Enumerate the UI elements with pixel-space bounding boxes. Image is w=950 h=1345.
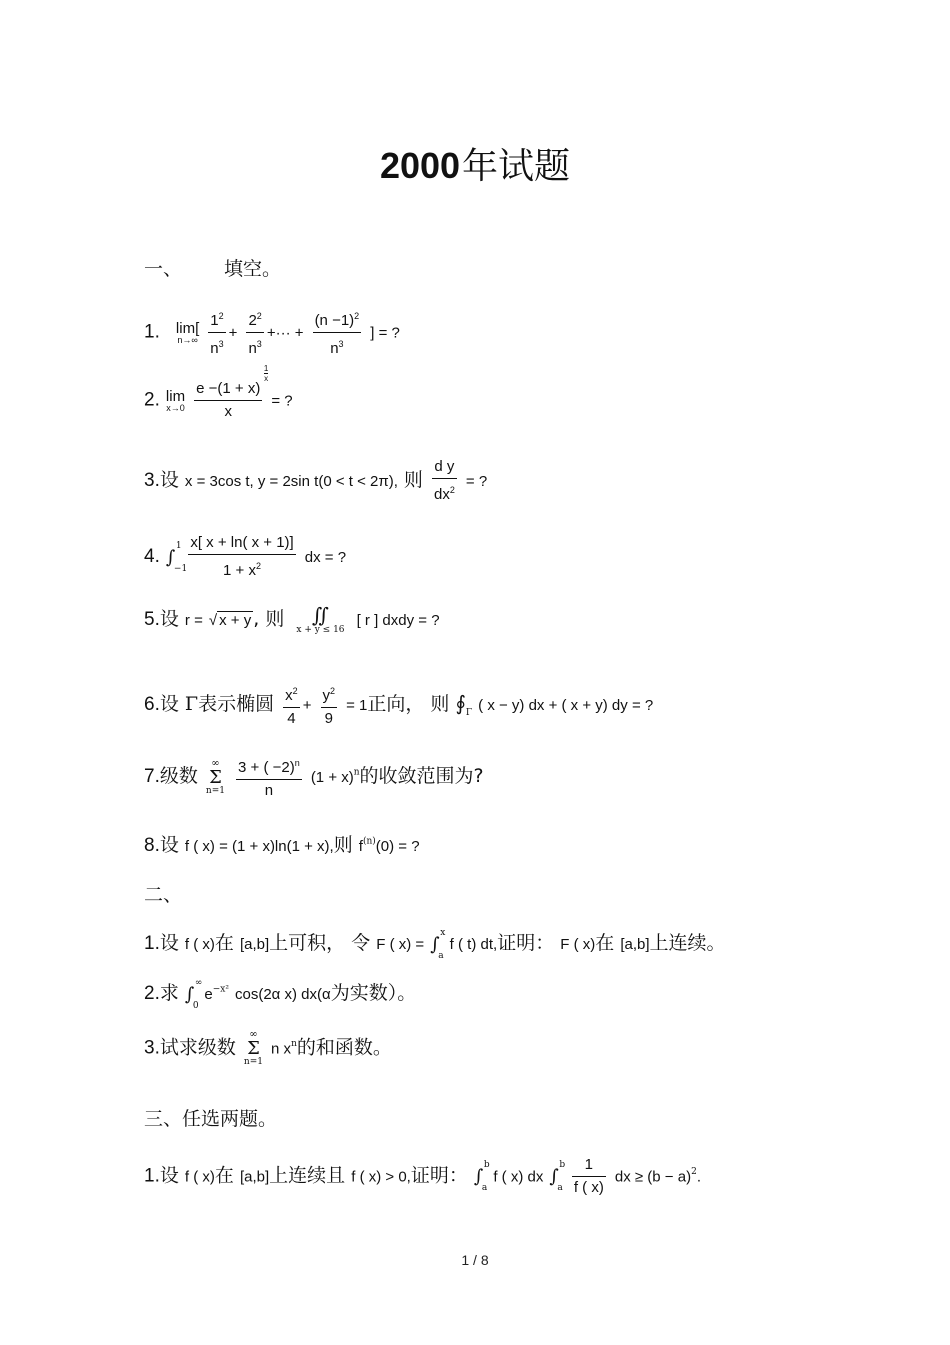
fraction: $\frac{x^2}{4}$ bbox=[283, 680, 300, 730]
question-text: 上可积， 令 bbox=[269, 932, 371, 954]
question-1-3 bbox=[144, 456, 487, 506]
question-prefix: 设 bbox=[159, 469, 179, 491]
section2-heading: 二、 bbox=[144, 884, 183, 906]
numerator: (n −1) bbox=[314, 312, 355, 329]
denominator: f ( x) bbox=[573, 1179, 604, 1196]
fraction: $\frac{y^2}{9}$ bbox=[321, 680, 338, 730]
question-text: 试求级数 bbox=[159, 1036, 236, 1059]
contour-sub: Γ bbox=[465, 707, 473, 718]
question-tail: = ? bbox=[465, 473, 488, 490]
question-2-3: 3.试求级数 ∞ Σ n=1 n $x^n$的和函数。 bbox=[144, 1029, 392, 1067]
sigma-symbol: Σ bbox=[209, 766, 222, 788]
question-expression: f ( t) dt, bbox=[449, 936, 498, 953]
fraction: $\frac{1^2}{n^3}$ bbox=[208, 305, 225, 360]
question-prefix: 设 bbox=[159, 608, 179, 630]
question-3-1: 1.设 f ( x)在 [a,b]上连续且 f ( x) > 0,证明： ∫ b a f ( x) dx ∫ b a $\frac{1}{f ( x)}$ dx ≥ $(b - a)^2$. bbox=[144, 1154, 701, 1199]
derivative-order: (n) bbox=[362, 836, 376, 847]
integral-lower: a bbox=[481, 1183, 488, 1193]
exponent-denominator: x bbox=[264, 374, 269, 383]
question-number: 3. bbox=[144, 1037, 160, 1059]
gamma-symbol: Γ bbox=[184, 693, 199, 715]
integral-lower: a bbox=[438, 950, 444, 961]
question-expression: x = 3cos t, y = 2sin t(0 < t < 2π), bbox=[184, 473, 398, 490]
question-mid: (1 + x) bbox=[310, 769, 354, 786]
exponent-numerator: 1 bbox=[263, 364, 269, 373]
question-text: 上连续。 bbox=[649, 932, 726, 954]
question-tail: dx ≥ (b − a) bbox=[614, 1168, 692, 1186]
integral-lower: 0 bbox=[192, 1000, 199, 1011]
question-expression: r = bbox=[184, 612, 203, 629]
question-text: 设 bbox=[159, 1164, 179, 1187]
numerator: d y bbox=[434, 458, 455, 475]
integral-sign: ∫ x a bbox=[430, 927, 446, 961]
question-number: 6. bbox=[144, 694, 160, 715]
page-number: 1 / 8 bbox=[461, 1252, 489, 1268]
question-tail: (0) = ? bbox=[375, 838, 420, 855]
question-expression: F ( x) = bbox=[376, 936, 425, 953]
question-expression: F ( x) bbox=[560, 936, 596, 953]
limit-sub: n→∞ bbox=[177, 334, 198, 345]
question-expression: f ( x) dx bbox=[493, 1168, 544, 1186]
question-text: 证明： bbox=[410, 1164, 468, 1187]
denominator: n bbox=[210, 340, 219, 357]
question-mid: 则 bbox=[403, 469, 423, 491]
numerator: x bbox=[285, 687, 293, 704]
sum-lower: n=1 bbox=[243, 1057, 263, 1067]
numerator: 1 bbox=[210, 312, 219, 329]
question-1-4 bbox=[144, 532, 346, 582]
limit bbox=[176, 321, 199, 345]
question-number: 4. bbox=[144, 546, 160, 567]
question-text: 在 bbox=[214, 932, 234, 954]
double-integral: ∬ x + y ≤ 16 bbox=[296, 603, 345, 635]
fraction: $\frac{(n -1)^2}{n^3}$ bbox=[313, 305, 362, 360]
question-prefix: 设 bbox=[159, 834, 179, 856]
denominator: 9 bbox=[324, 710, 333, 727]
denominator: n bbox=[264, 782, 274, 799]
numerator: 1 bbox=[572, 1154, 606, 1177]
denominator: 1 + x bbox=[223, 562, 256, 579]
question-expression: f ( x) = (1 + x)ln(1 + x), bbox=[184, 838, 334, 855]
question-number: 2. bbox=[144, 389, 160, 411]
limit-text: lim bbox=[165, 387, 186, 405]
question-expression: f ( x) > 0, bbox=[351, 1168, 411, 1186]
question-number: 1. bbox=[144, 1165, 160, 1187]
integral-upper: x bbox=[440, 927, 446, 938]
numerator: e −(1 + x) bbox=[196, 380, 261, 397]
summation bbox=[206, 759, 225, 796]
fraction: $\frac{3 + ( -2)^n}{n}$ bbox=[236, 752, 302, 802]
question-prefix: 设 bbox=[159, 693, 179, 715]
section3-heading: 三、任选两题。 bbox=[144, 1108, 278, 1130]
question-1-2 bbox=[144, 364, 293, 423]
question-expression: cos(2α x) dx(α bbox=[234, 986, 331, 1003]
question-text: 上连续且 bbox=[269, 1164, 346, 1187]
integral-sign: ∫ 1 −1 bbox=[165, 540, 188, 574]
sigma-symbol: Σ bbox=[247, 1038, 260, 1059]
question-mid: 则 bbox=[333, 834, 353, 856]
question-number: 8. bbox=[144, 835, 160, 856]
question-number: 5. bbox=[144, 609, 160, 630]
square-root: √ x + y bbox=[208, 612, 252, 629]
question-text: 证明： bbox=[497, 932, 555, 954]
question-prefix: 级数 bbox=[159, 765, 198, 787]
section1-heading bbox=[144, 254, 281, 281]
denominator: dx bbox=[433, 486, 450, 503]
question-tail: ( x − y) dx + ( x + y) dy = ? bbox=[478, 697, 654, 714]
section1-text: 填空。 bbox=[224, 258, 282, 280]
integral-sign: ∫ ∞ 0 bbox=[184, 977, 203, 1011]
question-text: 在 bbox=[595, 932, 615, 954]
numerator: x[ x + ln( x + 1)] bbox=[188, 532, 295, 555]
integral-upper: 1 bbox=[175, 540, 182, 551]
fraction bbox=[194, 364, 269, 423]
question-tail: 的收敛范围为? bbox=[359, 765, 484, 787]
integral-sign: ∫ b a bbox=[473, 1160, 490, 1193]
question-expression: n x bbox=[271, 1040, 292, 1058]
question-1-7: 7.级数 ∞ Σ n=1 $\frac{3 + ( -2)^n}{n}$ $(1 + x)^n$的收敛范围为? bbox=[144, 752, 484, 802]
equation-rhs: = 1 bbox=[346, 697, 368, 714]
question-1-5 bbox=[144, 604, 440, 635]
contour-integral: ∮ bbox=[455, 691, 466, 715]
numerator: 2 bbox=[248, 312, 257, 329]
question-expression: [a,b] bbox=[239, 1168, 270, 1186]
question-mid: , 则 bbox=[253, 608, 285, 630]
exponent: −x² bbox=[212, 984, 229, 995]
sum-lower: n=1 bbox=[205, 785, 225, 796]
question-expression: [a,b] bbox=[620, 936, 650, 953]
denominator: x bbox=[224, 403, 232, 420]
question-1-1: 1. lim[ n→∞ $\frac{1^2}{n^3}$ + $\frac{2^2}{n^3}$ +··· + $\frac{(n -1)^2}{n^3}$ ] = ? bbox=[144, 305, 400, 360]
fraction bbox=[572, 1154, 606, 1199]
fraction: $\frac{2^2}{n^3}$ bbox=[246, 305, 263, 360]
question-expression: f ( x) bbox=[184, 936, 215, 953]
integral-upper: b bbox=[559, 1160, 566, 1170]
question-number: 1. bbox=[144, 321, 160, 343]
summation bbox=[244, 1030, 263, 1067]
question-2-1 bbox=[144, 927, 726, 961]
integral-sign: ∫ b a bbox=[549, 1160, 566, 1193]
page-title bbox=[0, 138, 950, 189]
question-expression: e bbox=[204, 986, 213, 1003]
question-expression: f ( x) bbox=[184, 1168, 215, 1186]
limit bbox=[166, 389, 185, 413]
integral-region: x + y ≤ 16 bbox=[296, 625, 345, 635]
denominator: n bbox=[248, 340, 257, 357]
question-1-6: 6.设 Γ表示椭圆 $\frac{x^2}{4}$ + $\frac{y^2}{9}$ = 1正向， 则 $∮_\Gamma$ ( x − y) dx + ( x + y) dy = ? bbox=[144, 680, 653, 730]
limit-text: lim[ bbox=[175, 319, 200, 337]
sum-upper: ∞ bbox=[249, 1029, 258, 1040]
question-text: 求 bbox=[159, 982, 179, 1004]
question-text: 在 bbox=[214, 1164, 234, 1187]
section1-num: 一、 bbox=[144, 258, 183, 280]
denominator: n bbox=[330, 340, 339, 357]
limit-sub: x→0 bbox=[166, 402, 185, 413]
title-text: 年试题 bbox=[462, 146, 571, 187]
fraction: $\frac{\text{d y}}{dx^2}$ bbox=[433, 458, 455, 503]
question-tail: [ r ] dxdy = ? bbox=[356, 612, 440, 629]
question-expression: [a,b] bbox=[239, 936, 270, 953]
numerator: 3 + ( −2) bbox=[238, 759, 295, 776]
question-expression: f bbox=[358, 838, 363, 855]
question-tail: ] = ? bbox=[370, 324, 400, 342]
question-text: 为实数）。 bbox=[330, 982, 417, 1004]
question-text: 的和函数。 bbox=[296, 1036, 392, 1059]
question-number: 7. bbox=[144, 766, 160, 787]
integral-upper: b bbox=[483, 1160, 490, 1170]
question-number: 3. bbox=[144, 470, 160, 491]
integral-upper: ∞ bbox=[194, 977, 203, 988]
question-tail: = ? bbox=[271, 392, 293, 410]
question-2-2 bbox=[144, 977, 417, 1011]
question-1-8 bbox=[144, 830, 420, 857]
ellipsis: ··· bbox=[275, 324, 291, 342]
question-mid: 正向， 则 bbox=[367, 693, 450, 715]
question-text: 设 bbox=[159, 932, 179, 954]
integral-lower: −1 bbox=[173, 563, 188, 574]
denominator: 4 bbox=[287, 710, 296, 727]
integral-lower: a bbox=[557, 1183, 563, 1193]
question-number: 1. bbox=[144, 933, 160, 954]
question-tail: dx = ? bbox=[304, 549, 347, 566]
question-number: 2. bbox=[144, 983, 160, 1004]
question-mid: 表示椭圆 bbox=[198, 693, 275, 715]
fraction: $\frac{x[ x + \ln( x + 1)]}{1 + x^2}$ bbox=[190, 534, 294, 579]
title-year: 2000 bbox=[379, 145, 461, 186]
sum-upper: ∞ bbox=[211, 757, 220, 769]
radicand: x + y bbox=[219, 612, 252, 629]
numerator: y bbox=[322, 687, 330, 704]
